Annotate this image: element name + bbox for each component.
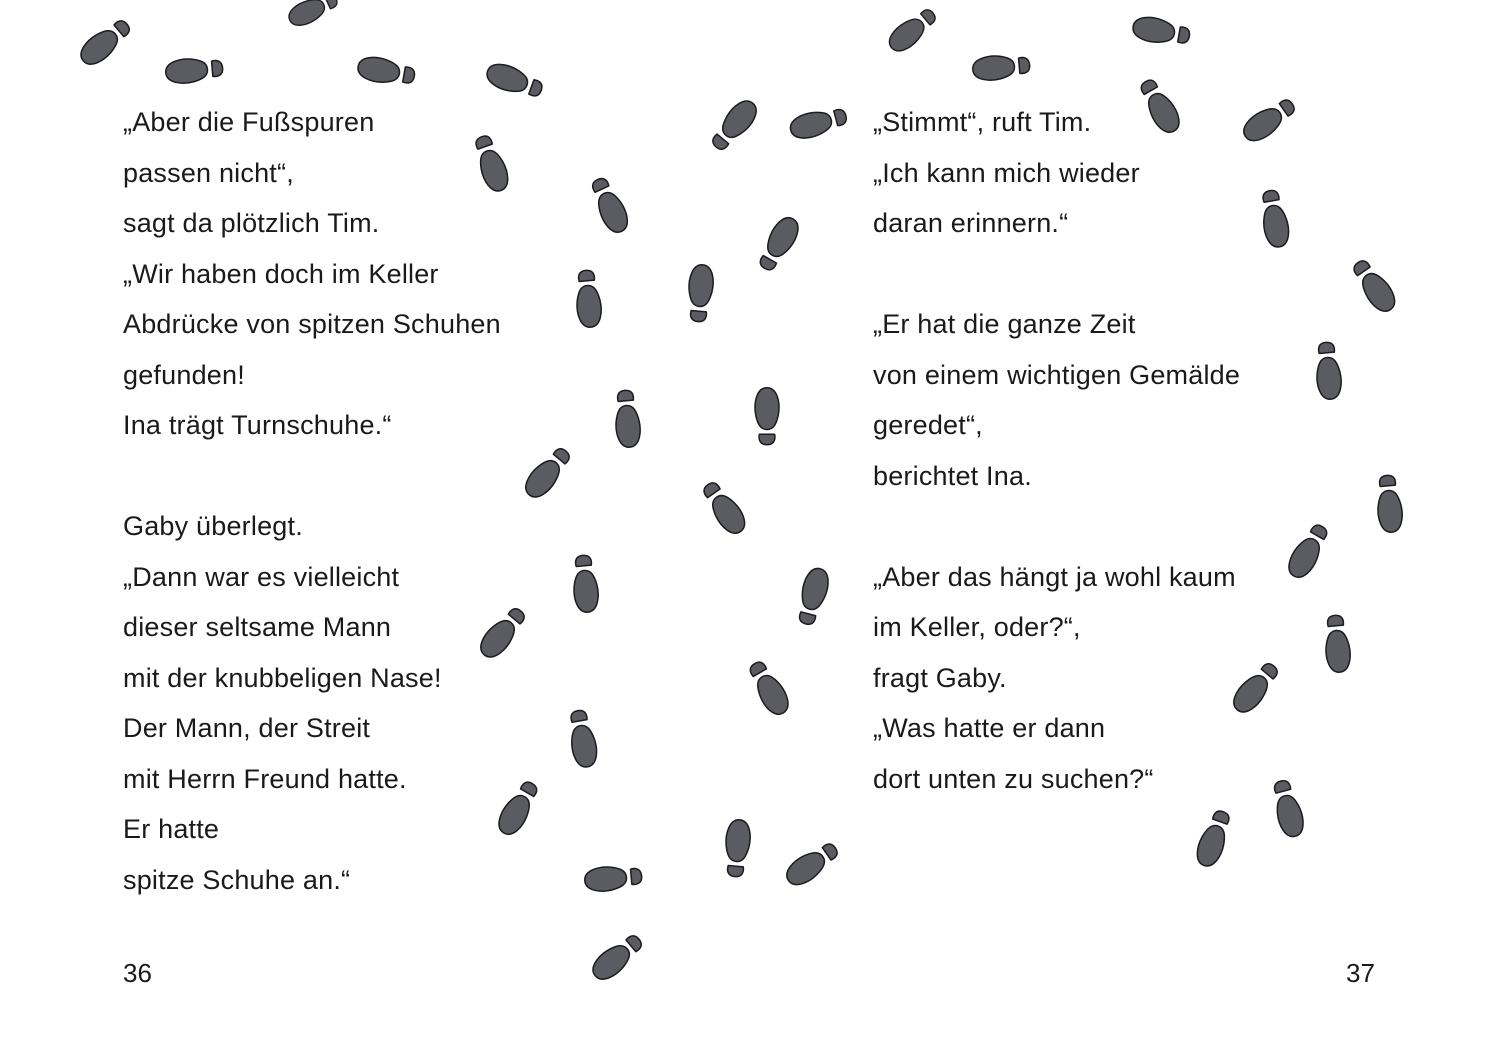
text-line: „Wir haben doch im Keller [123,258,439,289]
text-line: spitze Schuhe an.“ [123,864,351,895]
right-page-text [873,97,1353,804]
text-line: dieser seltsame Mann [123,612,392,642]
footprint-icon [356,55,416,88]
text-line: fragt Gaby. [873,662,1007,693]
footprint-icon [754,213,803,274]
text-line: „Dann war es vielleicht [123,561,400,592]
text-line: Der Mann, der Streit [123,713,371,743]
text-line: passen nicht“, [123,157,294,188]
footprint-icon [285,0,340,30]
footprint-icon [744,658,793,719]
blank-line [873,249,1353,300]
page-number-right: 37 [1346,958,1375,988]
text-line: Ina trägt Turnschuhe.“ [123,410,392,440]
footprint-icon [794,566,832,627]
footprint-icon [782,838,842,890]
text-line: „Was hatte er dann [873,713,1106,743]
text-line: dort unten zu suchen?“ [873,763,1154,794]
footprint-icon [788,104,849,142]
text-line: sagt da plötzlich Tim. [123,208,380,238]
footprint-icon [1193,808,1235,870]
text-line: gefunden! [123,359,245,390]
footprint-icon [584,864,643,893]
footprint-icon [613,389,642,448]
blank-line [123,451,583,502]
footprint-icon [588,930,647,985]
text-line: „Stimmt“, ruft Tim. [873,107,1092,137]
text-line: „Er hat die ganze Zeit [873,309,1136,339]
footprint-icon [76,15,135,70]
text-line: geredet“, [873,410,983,440]
text-line: Er hatte [123,814,220,844]
footprint-icon [972,53,1031,82]
text-line: im Keller, oder?“, [873,612,1081,642]
text-line: „Aber das hängt ja wohl kaum [873,561,1236,592]
text-line: daran erinnern.“ [873,208,1069,238]
page-number-left: 36 [123,958,152,988]
text-line: „Aber die Fußspuren [123,107,375,137]
text-line: Abdrücke von spitzen Schuhen [123,309,501,339]
text-line: berichtet Ina. [873,460,1032,491]
footprint-icon [484,60,546,102]
footprint-icon [723,819,752,878]
footprint-icon [755,388,779,445]
footprint-icon [165,56,224,85]
footprint-icon [1348,256,1400,316]
footprint-icon [1375,474,1404,533]
text-line: von einem wichtigen Gemälde [873,359,1241,390]
text-line: mit Herrn Freund hatte. [123,763,407,794]
footprint-icon [884,4,940,56]
left-page-text [123,97,583,905]
footprint-icon [686,264,715,323]
text-line: „Ich kann mich wieder [873,157,1140,188]
footprint-icon [698,478,750,538]
footprint-icon [587,175,633,237]
text-line: Gaby überlegt. [123,511,303,541]
text-line: mit der knubbeligen Nase! [123,662,442,693]
footprint-icon [1131,15,1191,48]
footprint-icon [707,96,762,155]
blank-line [873,501,1353,552]
